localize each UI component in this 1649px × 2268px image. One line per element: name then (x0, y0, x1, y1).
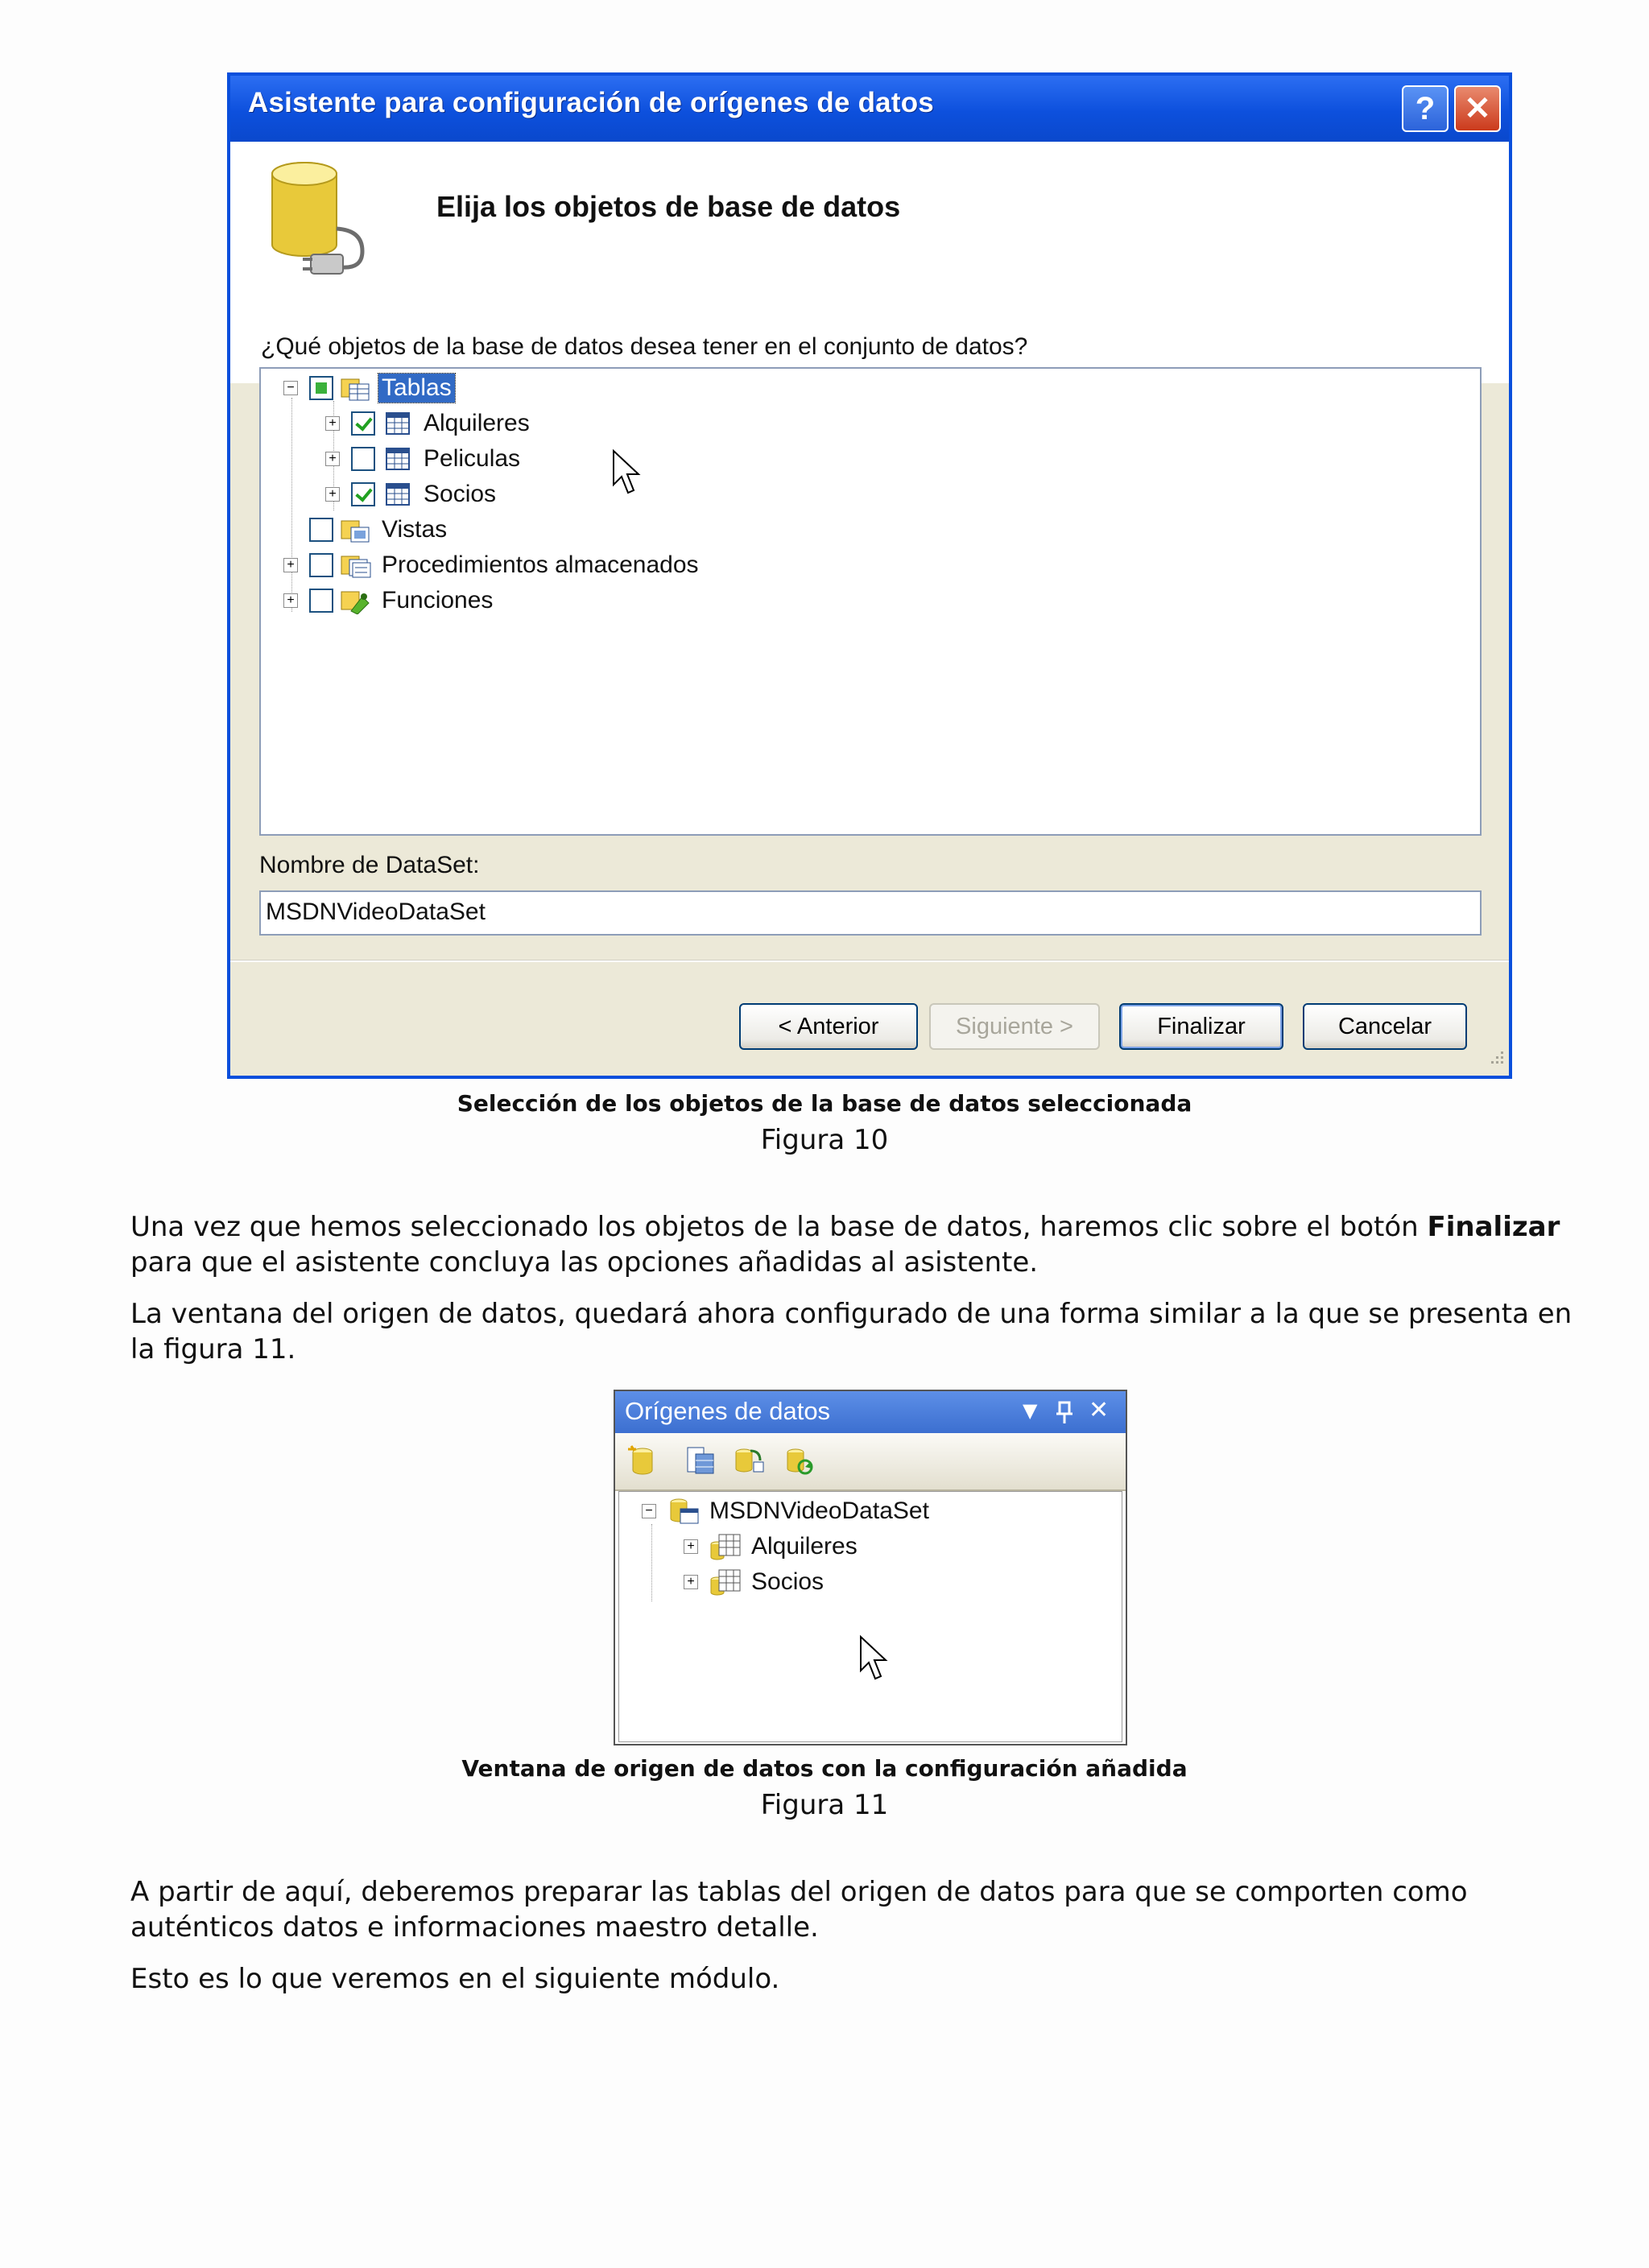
dataset-name-label: Nombre de DataSet: (259, 852, 480, 878)
figure11-label: Figura 11 (760, 1789, 889, 1821)
table-icon (382, 481, 414, 508)
back-button[interactable]: < Anterior (739, 1003, 918, 1050)
tree-label-funciones: Funciones (382, 587, 494, 613)
mouse-cursor-icon (612, 449, 644, 498)
figure11-caption: Ventana de origen de datos con la configuración añadida (461, 1755, 1188, 1782)
collapse-icon[interactable]: − (642, 1504, 656, 1518)
procedimientos-checkbox[interactable] (309, 553, 333, 577)
objects-tree[interactable] (259, 367, 1482, 836)
tree-label-tablas: Tablas (378, 374, 455, 403)
datatable-icon (709, 1568, 742, 1596)
close-button[interactable]: ✕ (1454, 85, 1501, 132)
datasources-title: Orígenes de datos (625, 1397, 831, 1425)
tree-label-vistas: Vistas (382, 516, 448, 543)
pin-icon[interactable] (1055, 1401, 1074, 1425)
socios-checkbox[interactable] (351, 482, 375, 506)
expand-icon[interactable]: + (325, 416, 340, 431)
configure-dataset-icon[interactable] (733, 1444, 765, 1477)
table-icon (382, 410, 414, 437)
tree-label-socios: Socios (751, 1568, 824, 1595)
expand-icon[interactable]: + (283, 558, 298, 572)
table-icon (382, 445, 414, 473)
tree-node-procedimientos[interactable] (283, 549, 702, 581)
tree-connector (651, 1524, 652, 1601)
tree-node-socios[interactable] (325, 478, 499, 510)
tree-label-socios: Socios (424, 481, 497, 507)
wizard-title: Asistente para configuración de orígenes de datos (248, 87, 934, 118)
tree-label-peliculas: Peliculas (424, 445, 521, 472)
tree-node-peliculas[interactable] (325, 443, 523, 475)
help-button[interactable]: ? (1402, 85, 1449, 132)
expand-icon[interactable]: + (325, 487, 340, 502)
peliculas-checkbox[interactable] (351, 447, 375, 471)
tree-node-alquileres[interactable] (325, 407, 533, 440)
functions-folder-icon (340, 587, 372, 614)
tree-label-alquileres: Alquileres (751, 1533, 858, 1560)
tree-node-funciones[interactable] (283, 585, 496, 617)
dataset-icon (667, 1498, 700, 1525)
paragraph-1-bold: Finalizar (1427, 1211, 1560, 1243)
edit-dataset-icon[interactable] (684, 1444, 717, 1477)
panel-close-icon[interactable]: ✕ (1089, 1396, 1110, 1424)
wizard-titlebar[interactable] (230, 76, 1509, 142)
finish-button[interactable]: Finalizar (1119, 1003, 1283, 1050)
tree-node-tablas[interactable] (283, 372, 455, 404)
tree-node-socios[interactable] (684, 1566, 827, 1598)
cancel-button[interactable]: Cancelar (1303, 1003, 1467, 1050)
funciones-checkbox[interactable] (309, 589, 333, 613)
expand-icon[interactable]: + (684, 1539, 698, 1554)
tree-label-alquileres: Alquileres (424, 410, 530, 436)
footer-divider (230, 960, 1509, 962)
database-icon (258, 156, 378, 277)
tree-node-vistas[interactable] (283, 514, 450, 546)
paragraph-1-text-a: Una vez que hemos seleccionado los objetos de la base de datos, haremos clic sobre el botón (130, 1211, 1428, 1243)
dropdown-icon[interactable]: ▼ (1023, 1399, 1038, 1422)
datasources-titlebar[interactable] (615, 1391, 1126, 1433)
datasources-tree[interactable] (618, 1491, 1122, 1742)
tree-node-dataset[interactable] (642, 1495, 932, 1527)
views-folder-icon (340, 516, 372, 543)
next-button[interactable]: Siguiente > (929, 1003, 1100, 1050)
tablas-checkbox[interactable] (309, 376, 333, 400)
figure10-caption: Selección de los objetos de la base de datos seleccionada (457, 1090, 1192, 1117)
expand-icon[interactable]: + (283, 593, 298, 608)
tables-folder-icon (340, 374, 372, 402)
tree-label-procedimientos: Procedimientos almacenados (382, 552, 699, 578)
vistas-checkbox[interactable] (309, 518, 333, 542)
wizard-dialog (227, 72, 1512, 1079)
datasources-toolbar (615, 1433, 1126, 1491)
mouse-cursor-icon (859, 1635, 891, 1683)
resize-grip-icon[interactable] (1485, 1048, 1506, 1069)
dataset-name-input[interactable]: MSDNVideoDataSet (259, 890, 1482, 936)
paragraph-3: A partir de aquí, deberemos preparar las tablas del origen de datos para que se comporten como auténticos datos e informaciones maestro detalle. (130, 1876, 1468, 1944)
datatable-icon (709, 1533, 742, 1560)
stored-procedures-icon (340, 552, 372, 579)
datasources-panel (614, 1390, 1127, 1745)
expand-icon[interactable]: + (325, 452, 340, 466)
collapse-icon[interactable]: − (283, 381, 298, 395)
tree-question-label: ¿Qué objetos de la base de datos desea tener en el conjunto de datos? (261, 333, 1028, 360)
paragraph-1-text-b: para que el asistente concluya las opciones añadidas al asistente. (130, 1246, 1039, 1279)
tree-label-dataset: MSDNVideoDataSet (709, 1498, 929, 1524)
add-datasource-icon[interactable] (626, 1444, 659, 1477)
tree-node-alquileres[interactable] (684, 1531, 861, 1563)
paragraph-4: Esto es lo que veremos en el siguiente módulo. (130, 1963, 780, 1995)
wizard-heading: Elija los objetos de base de datos (436, 190, 901, 223)
refresh-datasource-icon[interactable] (783, 1444, 815, 1477)
expand-icon[interactable]: + (684, 1575, 698, 1589)
figure10-label: Figura 10 (760, 1124, 889, 1156)
paragraph-1 (130, 1209, 1604, 1280)
paragraph-2: La ventana del origen de datos, quedará ahora configurado de una forma similar a la que se presenta en la figura 11. (130, 1298, 1573, 1365)
alquileres-checkbox[interactable] (351, 411, 375, 436)
